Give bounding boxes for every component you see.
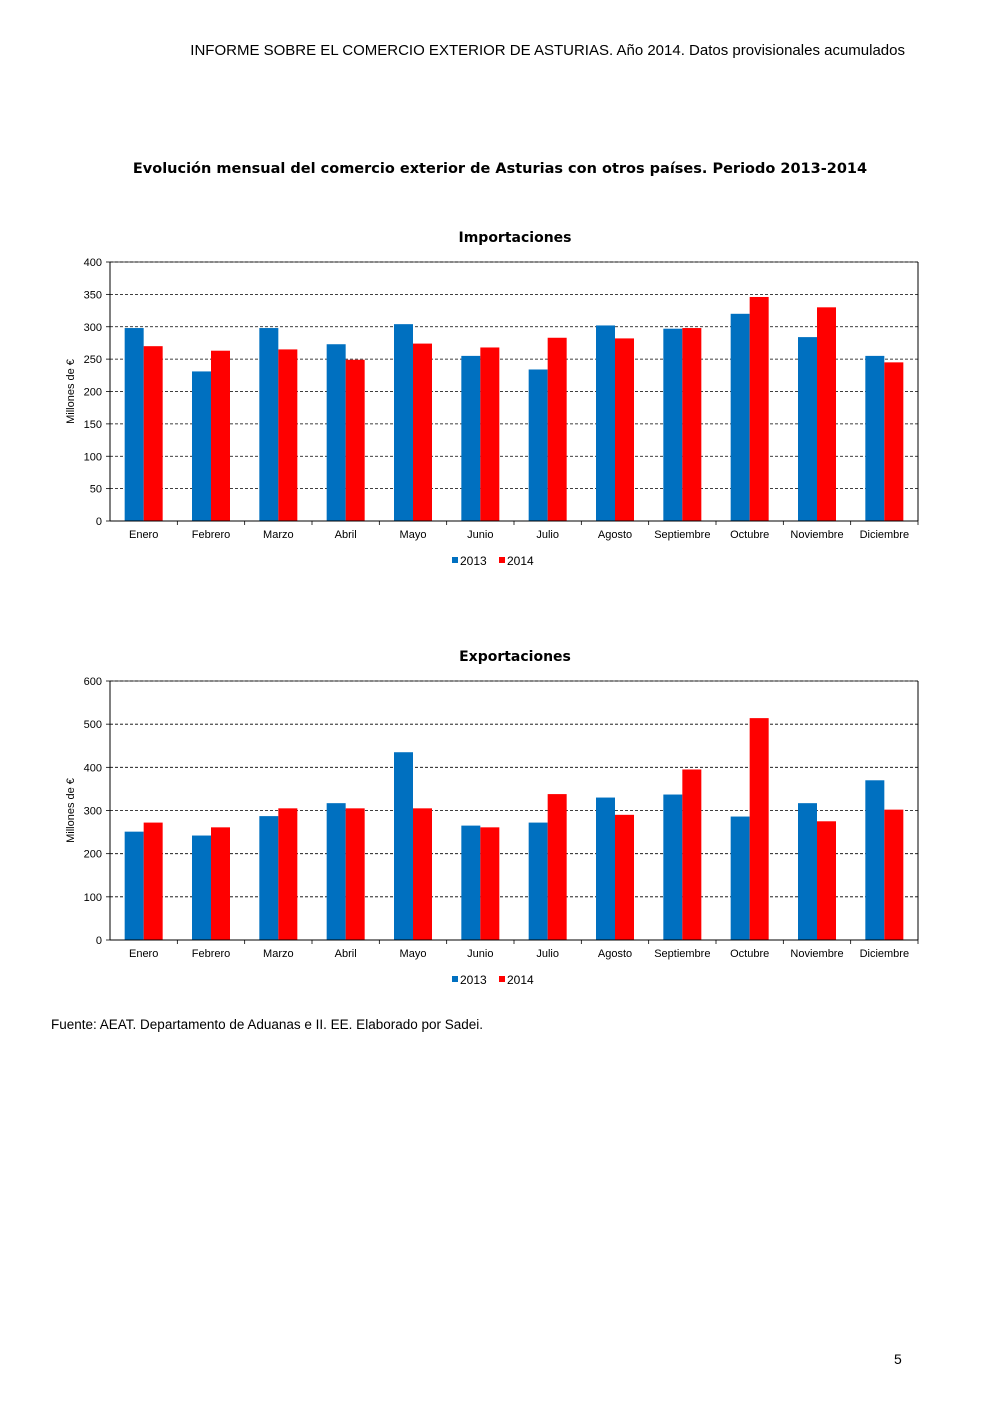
y-tick-label: 250 — [83, 354, 102, 367]
legend-swatch-2013 — [452, 976, 458, 982]
bar-2014-noviembre — [817, 307, 836, 521]
x-tick-label: Septiembre — [654, 948, 711, 960]
y-tick-label: 400 — [83, 762, 102, 775]
bar-2014-mayo — [413, 808, 432, 940]
bar-2014-marzo — [278, 349, 297, 521]
bar-2014-julio — [548, 794, 567, 940]
y-tick-label: 50 — [89, 483, 102, 496]
bar-2013-diciembre — [865, 356, 884, 521]
bar-2014-junio — [480, 827, 499, 940]
bar-2013-septiembre — [663, 795, 682, 940]
bar-2013-mayo — [394, 752, 413, 940]
x-tick-label: Octubre — [730, 948, 770, 960]
exports-chart-svg — [50, 641, 950, 1001]
y-tick-label: 200 — [83, 386, 102, 399]
bar-2013-abril — [327, 803, 346, 940]
bar-2013-junio — [461, 356, 480, 521]
source-note: Fuente: AEAT. Departamento de Aduanas e II. EE. Elaborado por Sadei. — [51, 1017, 484, 1032]
x-tick-label: Agosto — [597, 529, 633, 541]
bar-2013-noviembre — [798, 803, 817, 940]
y-axis-label: Millones de € — [65, 778, 77, 843]
bar-2013-julio — [529, 823, 548, 940]
bar-2013-abril — [327, 344, 346, 521]
bar-2013-julio — [529, 369, 548, 521]
y-tick-label: 300 — [83, 321, 102, 334]
page-number: 5 — [894, 1351, 902, 1367]
y-tick-label: 0 — [95, 516, 102, 528]
bar-2014-diciembre — [884, 810, 903, 940]
x-tick-label: Mayo — [399, 948, 427, 960]
bar-2013-noviembre — [798, 337, 817, 521]
y-tick-label: 150 — [83, 418, 102, 431]
x-tick-label: Febrero — [191, 948, 231, 960]
legend-label: 2013 — [460, 554, 487, 568]
legend-label: 2013 — [460, 973, 487, 987]
bar-2013-marzo — [259, 328, 278, 521]
bar-2014-enero — [144, 823, 163, 940]
legend-label: 2014 — [507, 973, 534, 987]
x-tick-label: Septiembre — [654, 529, 711, 541]
bar-2014-enero — [144, 346, 163, 521]
chart-title: Importaciones — [458, 230, 572, 246]
x-tick-label: Junio — [467, 948, 494, 960]
bar-2014-octubre — [750, 718, 769, 940]
legend-swatch-2013 — [452, 557, 458, 563]
legend-swatch-2014 — [499, 557, 505, 563]
y-tick-label: 300 — [83, 805, 102, 818]
bar-2014-abril — [346, 808, 365, 940]
bar-2014-junio — [480, 347, 499, 521]
bar-2014-septiembre — [682, 328, 701, 521]
x-tick-label: Diciembre — [859, 948, 910, 960]
bar-2013-agosto — [596, 798, 615, 940]
x-tick-label: Marzo — [263, 948, 294, 960]
y-tick-label: 350 — [83, 289, 102, 302]
x-tick-label: Diciembre — [859, 529, 910, 541]
x-tick-label: Enero — [128, 529, 159, 541]
bar-2014-mayo — [413, 344, 432, 521]
bar-2014-noviembre — [817, 821, 836, 940]
x-tick-label: Febrero — [191, 529, 231, 541]
main-title: Evolución mensual del comercio exterior de Asturias con otros países. Periodo 2013-2014 — [132, 161, 868, 177]
bar-2014-septiembre — [682, 769, 701, 940]
y-tick-label: 0 — [95, 935, 102, 947]
x-tick-label: Junio — [467, 529, 494, 541]
y-tick-label: 100 — [83, 451, 102, 464]
y-tick-label: 600 — [83, 676, 102, 688]
bar-2013-agosto — [596, 325, 615, 521]
chart-title: Exportaciones — [459, 649, 571, 665]
bar-2014-agosto — [615, 815, 634, 940]
bar-2014-agosto — [615, 338, 634, 521]
x-tick-label: Noviembre — [790, 948, 844, 960]
exports-chart — [50, 641, 950, 1001]
imports-chart — [50, 222, 950, 582]
bar-2014-julio — [548, 338, 567, 521]
y-axis-label: Millones de € — [65, 359, 77, 424]
y-tick-label: 100 — [83, 891, 102, 904]
x-tick-label: Enero — [128, 948, 159, 960]
y-tick-label: 500 — [83, 719, 102, 732]
x-tick-label: Noviembre — [790, 529, 844, 541]
bar-2014-febrero — [211, 351, 230, 521]
x-tick-label: Marzo — [263, 529, 294, 541]
x-tick-label: Agosto — [597, 948, 633, 960]
bar-2014-febrero — [211, 827, 230, 940]
bar-2013-octubre — [731, 314, 750, 521]
bar-2013-mayo — [394, 324, 413, 521]
bar-2014-marzo — [278, 808, 297, 940]
bar-2013-febrero — [192, 836, 211, 940]
bar-2013-febrero — [192, 371, 211, 521]
x-tick-label: Octubre — [730, 529, 770, 541]
imports-chart-svg — [50, 222, 950, 582]
bar-2014-diciembre — [884, 362, 903, 521]
x-tick-label: Julio — [536, 948, 559, 960]
y-tick-label: 400 — [83, 257, 102, 269]
bar-2013-octubre — [731, 817, 750, 940]
x-tick-label: Mayo — [399, 529, 427, 541]
legend-label: 2014 — [507, 554, 534, 568]
bar-2013-enero — [125, 832, 144, 940]
bar-2014-octubre — [750, 297, 769, 521]
bar-2013-marzo — [259, 816, 278, 940]
legend-swatch-2014 — [499, 976, 505, 982]
bar-2013-enero — [125, 328, 144, 521]
report-header: INFORME SOBRE EL COMERCIO EXTERIOR DE ASTURIAS. Año 2014. Datos provisionales acumulados — [190, 42, 905, 59]
bar-2013-diciembre — [865, 780, 884, 940]
bar-2013-septiembre — [663, 329, 682, 521]
x-tick-label: Julio — [536, 529, 559, 541]
bar-2013-junio — [461, 826, 480, 940]
y-tick-label: 200 — [83, 848, 102, 861]
x-tick-label: Abril — [334, 529, 357, 541]
bar-2014-abril — [346, 360, 365, 521]
x-tick-label: Abril — [334, 948, 357, 960]
